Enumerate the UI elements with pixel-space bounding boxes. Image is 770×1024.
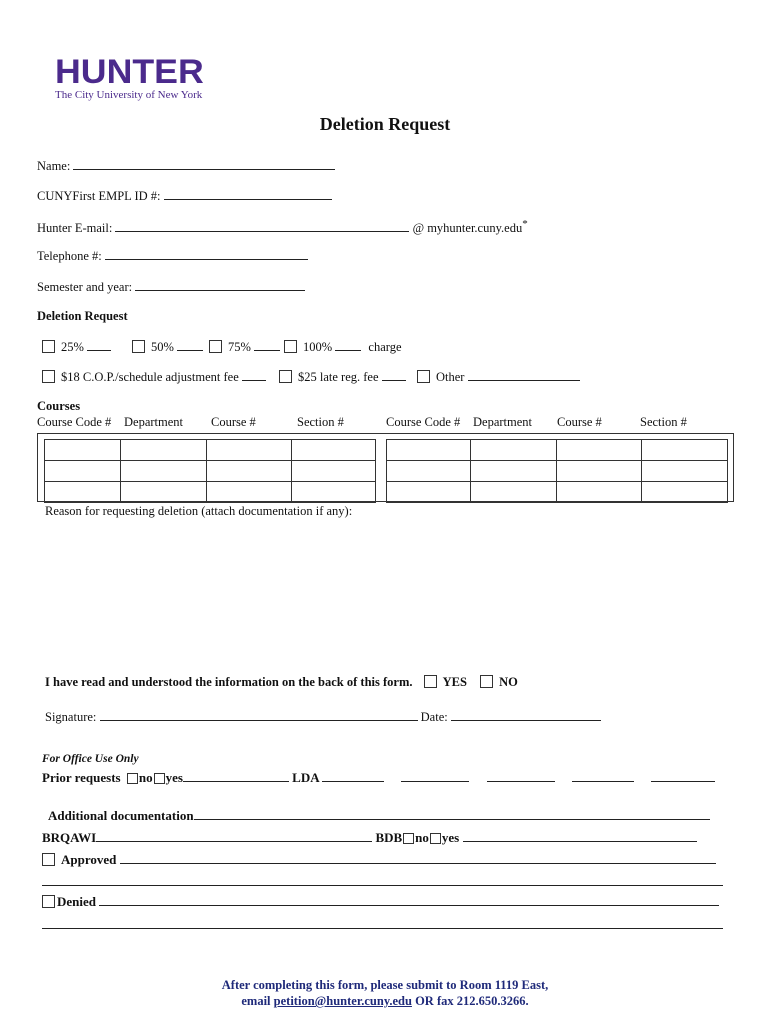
table-cell[interactable] (206, 482, 292, 503)
email-field[interactable] (115, 220, 409, 232)
telephone-field[interactable] (105, 248, 308, 260)
page-title: Deletion Request (319, 114, 451, 134)
prior-requests-row (42, 770, 715, 786)
signature-row (45, 709, 601, 725)
denied-label: Denied (57, 894, 96, 909)
label-75: 75% (228, 340, 251, 354)
footer-email-prefix: email (241, 994, 271, 1008)
email-label: Hunter E-mail: (37, 221, 113, 236)
col-header-section-1: Section # (297, 415, 344, 429)
bdb-field[interactable] (463, 830, 697, 842)
logo-wordmark: HUNTER (55, 53, 204, 91)
table-cell[interactable] (45, 440, 121, 461)
checkbox-late-fee[interactable] (279, 370, 292, 383)
courses-table-left (44, 439, 376, 503)
table-row (387, 482, 728, 503)
office-use-heading: For Office Use Only (42, 753, 139, 765)
bdb-no-label: no (415, 830, 429, 845)
signature-label: Signature: (45, 710, 97, 724)
checkbox-25[interactable] (42, 340, 55, 353)
table-cell[interactable] (120, 461, 206, 482)
no-label: NO (499, 675, 518, 689)
bdb-label: BDB (375, 830, 403, 845)
name-label: Name: (37, 159, 71, 173)
email-asterisk: * (522, 218, 528, 230)
table-cell[interactable] (45, 482, 121, 503)
label-50: 50% (151, 340, 174, 354)
label-25: 25% (61, 340, 84, 354)
name-row (37, 158, 335, 174)
name-field[interactable] (73, 158, 335, 170)
label-cop-fee: $18 C.O.P./schedule adjustment fee (61, 370, 239, 384)
option-25 (42, 339, 111, 355)
col-header-course-num-2: Course # (557, 415, 602, 429)
date-label: Date: (420, 710, 448, 724)
prior-requests-label: Prior requests (42, 770, 121, 785)
option-other (417, 369, 580, 385)
hunter-logo (55, 55, 202, 101)
lda-field-3[interactable] (487, 770, 555, 782)
empl-id-row (37, 188, 332, 204)
field-75[interactable] (254, 339, 280, 351)
lda-field-1[interactable] (322, 770, 384, 782)
reason-field[interactable] (45, 522, 725, 662)
table-cell[interactable] (45, 461, 121, 482)
table-row (387, 440, 728, 461)
courses-heading: Courses (37, 399, 81, 413)
yes-label: YES (442, 675, 467, 689)
field-100[interactable] (335, 339, 361, 351)
footer-fax: OR fax 212.650.3266. (415, 994, 529, 1008)
courses-grid (37, 433, 734, 502)
footer-line-1: After completing this form, please submit to Room 1119 East, (221, 978, 549, 992)
col-header-course-num-1: Course # (211, 415, 256, 429)
checkbox-prior-no[interactable] (127, 773, 138, 784)
semester-field[interactable] (135, 279, 305, 291)
prior-requests-field[interactable] (183, 770, 289, 782)
label-100: 100% (303, 340, 333, 354)
bdb-yes-label: yes (441, 830, 460, 845)
checkbox-yes[interactable] (424, 675, 437, 688)
field-25[interactable] (87, 339, 111, 351)
table-cell[interactable] (470, 482, 556, 503)
col-header-course-code-1: Course Code # (37, 415, 112, 429)
table-cell[interactable] (387, 482, 471, 503)
reason-label: Reason for requesting deletion (attach documentation if any): (45, 504, 353, 518)
deletion-request-heading: Deletion Request (37, 309, 128, 323)
table-row (387, 461, 728, 482)
table-cell[interactable] (292, 440, 376, 461)
table-cell[interactable] (556, 440, 642, 461)
checkbox-bdb-yes[interactable] (430, 833, 441, 844)
option-50 (132, 339, 203, 355)
table-cell[interactable] (387, 461, 471, 482)
table-cell[interactable] (642, 440, 728, 461)
email-domain: @ myhunter.cuny.edu (412, 221, 523, 236)
date-field[interactable] (451, 709, 601, 721)
brqawi-field[interactable] (96, 830, 372, 842)
empl-id-field[interactable] (164, 188, 332, 200)
table-row (45, 482, 376, 503)
empl-id-label: CUNYFirst EMPL ID #: (37, 189, 161, 203)
field-50[interactable] (177, 339, 203, 351)
denied-line-2[interactable] (42, 917, 723, 929)
option-75 (209, 339, 280, 355)
table-cell[interactable] (120, 440, 206, 461)
denied-field[interactable] (99, 894, 719, 906)
telephone-label: Telephone #: (37, 249, 102, 263)
checkbox-approved[interactable] (42, 853, 55, 866)
checkbox-denied[interactable] (42, 895, 55, 908)
checkbox-no[interactable] (480, 675, 493, 688)
label-other: Other (436, 370, 465, 384)
approved-line-2[interactable] (42, 874, 723, 886)
table-cell[interactable] (556, 482, 642, 503)
email-row (37, 218, 528, 236)
acknowledgement-statement: I have read and understood the information on the back of this form. (45, 675, 413, 689)
table-row (45, 440, 376, 461)
col-header-section-2: Section # (640, 415, 687, 429)
col-header-course-code-2: Course Code # (386, 415, 461, 429)
table-cell[interactable] (642, 482, 728, 503)
table-cell[interactable] (470, 461, 556, 482)
checkbox-50[interactable] (132, 340, 145, 353)
field-late-fee[interactable] (382, 369, 406, 381)
table-row (45, 461, 376, 482)
lda-field-5[interactable] (651, 770, 715, 782)
field-cop-fee[interactable] (242, 369, 266, 381)
checkbox-cop-fee[interactable] (42, 370, 55, 383)
additional-doc-field[interactable] (194, 808, 710, 820)
table-cell[interactable] (206, 461, 292, 482)
checkbox-other[interactable] (417, 370, 430, 383)
table-cell[interactable] (556, 461, 642, 482)
additional-doc-row (48, 808, 710, 824)
approved-row (42, 852, 716, 868)
col-header-department-1: Department (124, 415, 184, 429)
acknowledgement-row (45, 675, 518, 690)
denied-row (42, 894, 719, 910)
option-100 (284, 339, 402, 355)
logo-subtitle: The City University of New York (55, 89, 203, 101)
table-cell[interactable] (120, 482, 206, 503)
col-header-department-2: Department (473, 415, 533, 429)
courses-table-right (386, 439, 728, 503)
label-late-fee: $25 late reg. fee (298, 370, 379, 384)
brqawi-row (42, 830, 697, 846)
charge-label: charge (368, 340, 402, 354)
option-late-fee (279, 369, 406, 385)
semester-label: Semester and year: (37, 280, 133, 294)
checkbox-75[interactable] (209, 340, 222, 353)
brqawi-label: BRQAWI (42, 830, 97, 845)
prior-no-label: no (138, 770, 153, 785)
checkbox-100[interactable] (284, 340, 297, 353)
petition-email-link[interactable]: petition@hunter.cuny.edu (273, 994, 412, 1008)
table-cell[interactable] (292, 461, 376, 482)
table-cell[interactable] (387, 440, 471, 461)
option-cop-fee (42, 369, 266, 385)
table-cell[interactable] (642, 461, 728, 482)
table-cell[interactable] (292, 482, 376, 503)
telephone-row (37, 248, 308, 264)
table-cell[interactable] (206, 440, 292, 461)
semester-row (37, 279, 305, 295)
approved-label: Approved (61, 852, 117, 867)
approved-field[interactable] (120, 852, 716, 864)
additional-doc-label: Additional documentation (48, 808, 194, 823)
prior-yes-label: yes (165, 770, 183, 785)
table-cell[interactable] (470, 440, 556, 461)
lda-field-2[interactable] (401, 770, 469, 782)
lda-field-4[interactable] (572, 770, 634, 782)
lda-label: LDA (292, 770, 319, 785)
checkbox-prior-yes[interactable] (154, 773, 165, 784)
footer-line-2 (0, 994, 770, 1009)
field-other[interactable] (468, 369, 580, 381)
checkbox-bdb-no[interactable] (403, 833, 414, 844)
signature-field[interactable] (100, 709, 418, 721)
